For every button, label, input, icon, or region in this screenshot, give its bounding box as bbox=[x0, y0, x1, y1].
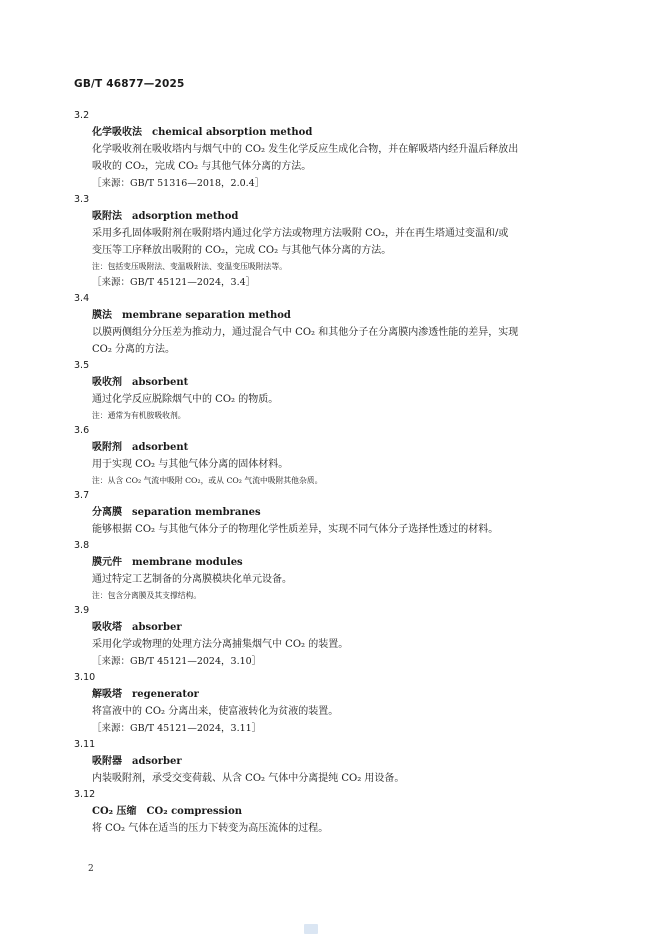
term-chinese: 吸收塔 bbox=[92, 622, 122, 633]
term-heading bbox=[92, 687, 594, 703]
clause-number: 3.12 bbox=[74, 789, 96, 800]
term-english: separation membranes bbox=[132, 507, 261, 518]
clause-number: 3.5 bbox=[74, 360, 90, 371]
term-heading bbox=[92, 804, 594, 820]
definition-line: 用于实现 CO₂ 与其他气体分离的固体材料。 bbox=[92, 459, 289, 470]
term-entry bbox=[74, 358, 594, 423]
term-entry bbox=[74, 291, 594, 358]
clause-number: 3.4 bbox=[74, 293, 90, 304]
source-citation: ［来源：GB/T 45121—2024，3.11］ bbox=[92, 723, 262, 734]
note: 注：通常为有机胺吸收剂。 bbox=[92, 411, 186, 420]
clause-number: 3.8 bbox=[74, 540, 90, 551]
clause-number: 3.10 bbox=[74, 672, 96, 683]
clause-number: 3.9 bbox=[74, 605, 90, 616]
term-chinese: 化学吸收法 bbox=[92, 127, 142, 138]
note: 注：包含分离膜及其支撑结构。 bbox=[92, 591, 202, 600]
term-english: CO₂ compression bbox=[146, 806, 243, 817]
term-heading bbox=[92, 440, 594, 456]
term-chinese: 吸附法 bbox=[92, 211, 122, 222]
term-entry bbox=[74, 737, 594, 787]
term-heading bbox=[92, 505, 594, 521]
term-heading bbox=[92, 125, 594, 141]
page-number: 2 bbox=[88, 864, 94, 874]
terms-list bbox=[74, 108, 594, 837]
definition-line: 以膜两侧组分分压差为推动力，通过混合气中 CO₂ 和其他分子在分离膜内渗透性能的差异，实现 bbox=[92, 327, 519, 338]
term-entry bbox=[74, 670, 594, 737]
definition-line: 采用化学或物理的处理方法分离捕集烟气中 CO₂ 的装置。 bbox=[92, 639, 349, 650]
term-english: absorbent bbox=[132, 377, 189, 388]
term-english: adsorber bbox=[132, 756, 182, 767]
note: 注：包括变压吸附法、变温吸附法、变温变压吸附法等。 bbox=[92, 262, 287, 271]
standard-number: GB/T 46877—2025 bbox=[74, 78, 185, 90]
source-citation: ［来源：GB/T 45121—2024，3.10］ bbox=[92, 656, 262, 667]
term-english: chemical absorption method bbox=[152, 127, 313, 138]
clause-number: 3.7 bbox=[74, 490, 90, 501]
definition-line: 能够根据 CO₂ 与其他气体分子的物理化学性质差异，实现不同气体分子选择性透过的材料。 bbox=[92, 524, 499, 535]
term-chinese: 吸附器 bbox=[92, 756, 122, 767]
term-chinese: 吸附剂 bbox=[92, 442, 122, 453]
clause-number: 3.3 bbox=[74, 194, 90, 205]
term-chinese: 膜元件 bbox=[92, 557, 122, 568]
term-chinese: 分离膜 bbox=[92, 507, 122, 518]
term-entry bbox=[74, 192, 594, 291]
term-heading bbox=[92, 555, 594, 571]
term-heading bbox=[92, 308, 594, 324]
term-entry bbox=[74, 108, 594, 192]
source-citation: ［来源：GB/T 51316—2018，2.0.4］ bbox=[92, 178, 265, 189]
definition-line: 采用多孔固体吸附剂在吸附塔内通过化学方法或物理方法吸附 CO₂，并在再生塔通过变温和/或 bbox=[92, 228, 509, 239]
clause-number: 3.6 bbox=[74, 425, 90, 436]
definition-line: 内装吸附剂，承受交变荷载、从含 CO₂ 气体中分离提纯 CO₂ 用设备。 bbox=[92, 773, 405, 784]
term-english: regenerator bbox=[132, 689, 199, 700]
corner-mark bbox=[304, 924, 318, 934]
term-english: absorber bbox=[132, 622, 182, 633]
term-chinese: 吸收剂 bbox=[92, 377, 122, 388]
term-english: adsorbent bbox=[132, 442, 189, 453]
note: 注：从含 CO₂ 气流中吸附 CO₂，或从 CO₂ 气流中吸附其他杂质。 bbox=[92, 476, 323, 485]
term-heading bbox=[92, 620, 594, 636]
definition-line: 化学吸收剂在吸收塔内与烟气中的 CO₂ 发生化学反应生成化合物，并在解吸塔内经升温后释放出 bbox=[92, 144, 519, 155]
definition-line: 吸收的 CO₂，完成 CO₂ 与其他气体分离的方法。 bbox=[92, 161, 312, 172]
clause-number: 3.11 bbox=[74, 739, 96, 750]
term-heading bbox=[92, 209, 594, 225]
term-entry bbox=[74, 423, 594, 488]
definition-line: 通过化学反应脱除烟气中的 CO₂ 的物质。 bbox=[92, 394, 279, 405]
term-heading bbox=[92, 375, 594, 391]
definition-line: 变压等工序释放出吸附的 CO₂，完成 CO₂ 与其他气体分离的方法。 bbox=[92, 245, 392, 256]
term-chinese: 解吸塔 bbox=[92, 689, 122, 700]
term-chinese: 膜法 bbox=[92, 310, 112, 321]
term-heading bbox=[92, 754, 594, 770]
term-english: membrane separation method bbox=[122, 310, 291, 321]
term-entry bbox=[74, 603, 594, 670]
definition-line: 通过特定工艺制备的分离膜模块化单元设备。 bbox=[92, 574, 292, 585]
definition-line: CO₂ 分离的方法。 bbox=[92, 344, 176, 355]
definition-line: 将 CO₂ 气体在适当的压力下转变为高压流体的过程。 bbox=[92, 823, 329, 834]
term-entry bbox=[74, 538, 594, 603]
clause-number: 3.2 bbox=[74, 110, 90, 121]
term-entry bbox=[74, 488, 594, 538]
source-citation: ［来源：GB/T 45121—2024，3.4］ bbox=[92, 277, 256, 288]
term-english: adsorption method bbox=[132, 211, 239, 222]
term-english: membrane modules bbox=[132, 557, 243, 568]
term-chinese: CO₂ 压缩 bbox=[92, 806, 137, 817]
term-entry bbox=[74, 787, 594, 837]
definition-line: 将富液中的 CO₂ 分离出来，使富液转化为贫液的装置。 bbox=[92, 706, 339, 717]
